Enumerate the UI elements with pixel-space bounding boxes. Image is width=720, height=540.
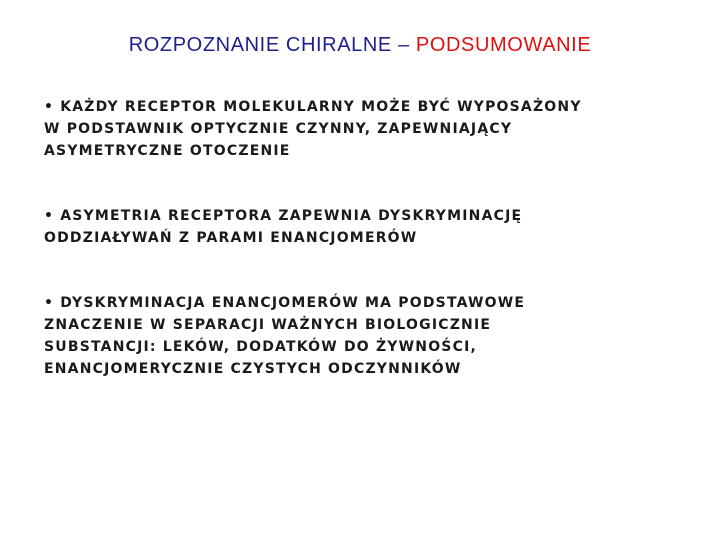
title-separator: – <box>391 34 416 56</box>
paragraph-line: • KAŻDY RECEPTOR MOLEKULARNY MOŻE BYĆ WYPOSAŻONY <box>44 99 582 115</box>
paragraph-line: • DYSKRYMINACJA ENANCJOMERÓW MA PODSTAWOWE <box>44 295 526 311</box>
bullet-paragraph-receptor <box>44 96 684 162</box>
paragraph-line: ODDZIAŁYWAŃ Z PARAMI ENANCJOMERÓW <box>44 230 418 246</box>
paragraph-line: ASYMETRYCZNE OTOCZENIE <box>44 143 291 159</box>
paragraph-line: ZNACZENIE W SEPARACJI WAŻNYCH BIOLOGICZNIE <box>44 317 492 333</box>
paragraph-line: W PODSTAWNIK OPTYCZNIE CZYNNY, ZAPEWNIAJĄCY <box>44 121 513 137</box>
paragraph-line: SUBSTANCJI: LEKÓW, DODATKÓW DO ŻYWNOŚCI, <box>44 339 477 355</box>
paragraph-line: • ASYMETRIA RECEPTORA ZAPEWNIA DYSKRYMINACJĘ <box>44 208 523 224</box>
slide-title <box>0 34 720 57</box>
bullet-paragraph-discrimination <box>44 292 684 380</box>
title-main: ROZPOZNANIE CHIRALNE <box>128 34 392 56</box>
title-accent: PODSUMOWANIE <box>415 34 592 56</box>
bullet-paragraph-asymmetry <box>44 205 684 249</box>
paragraph-line: ENANCJOMERYCZNIE CZYSTYCH ODCZYNNIKÓW <box>44 361 462 377</box>
